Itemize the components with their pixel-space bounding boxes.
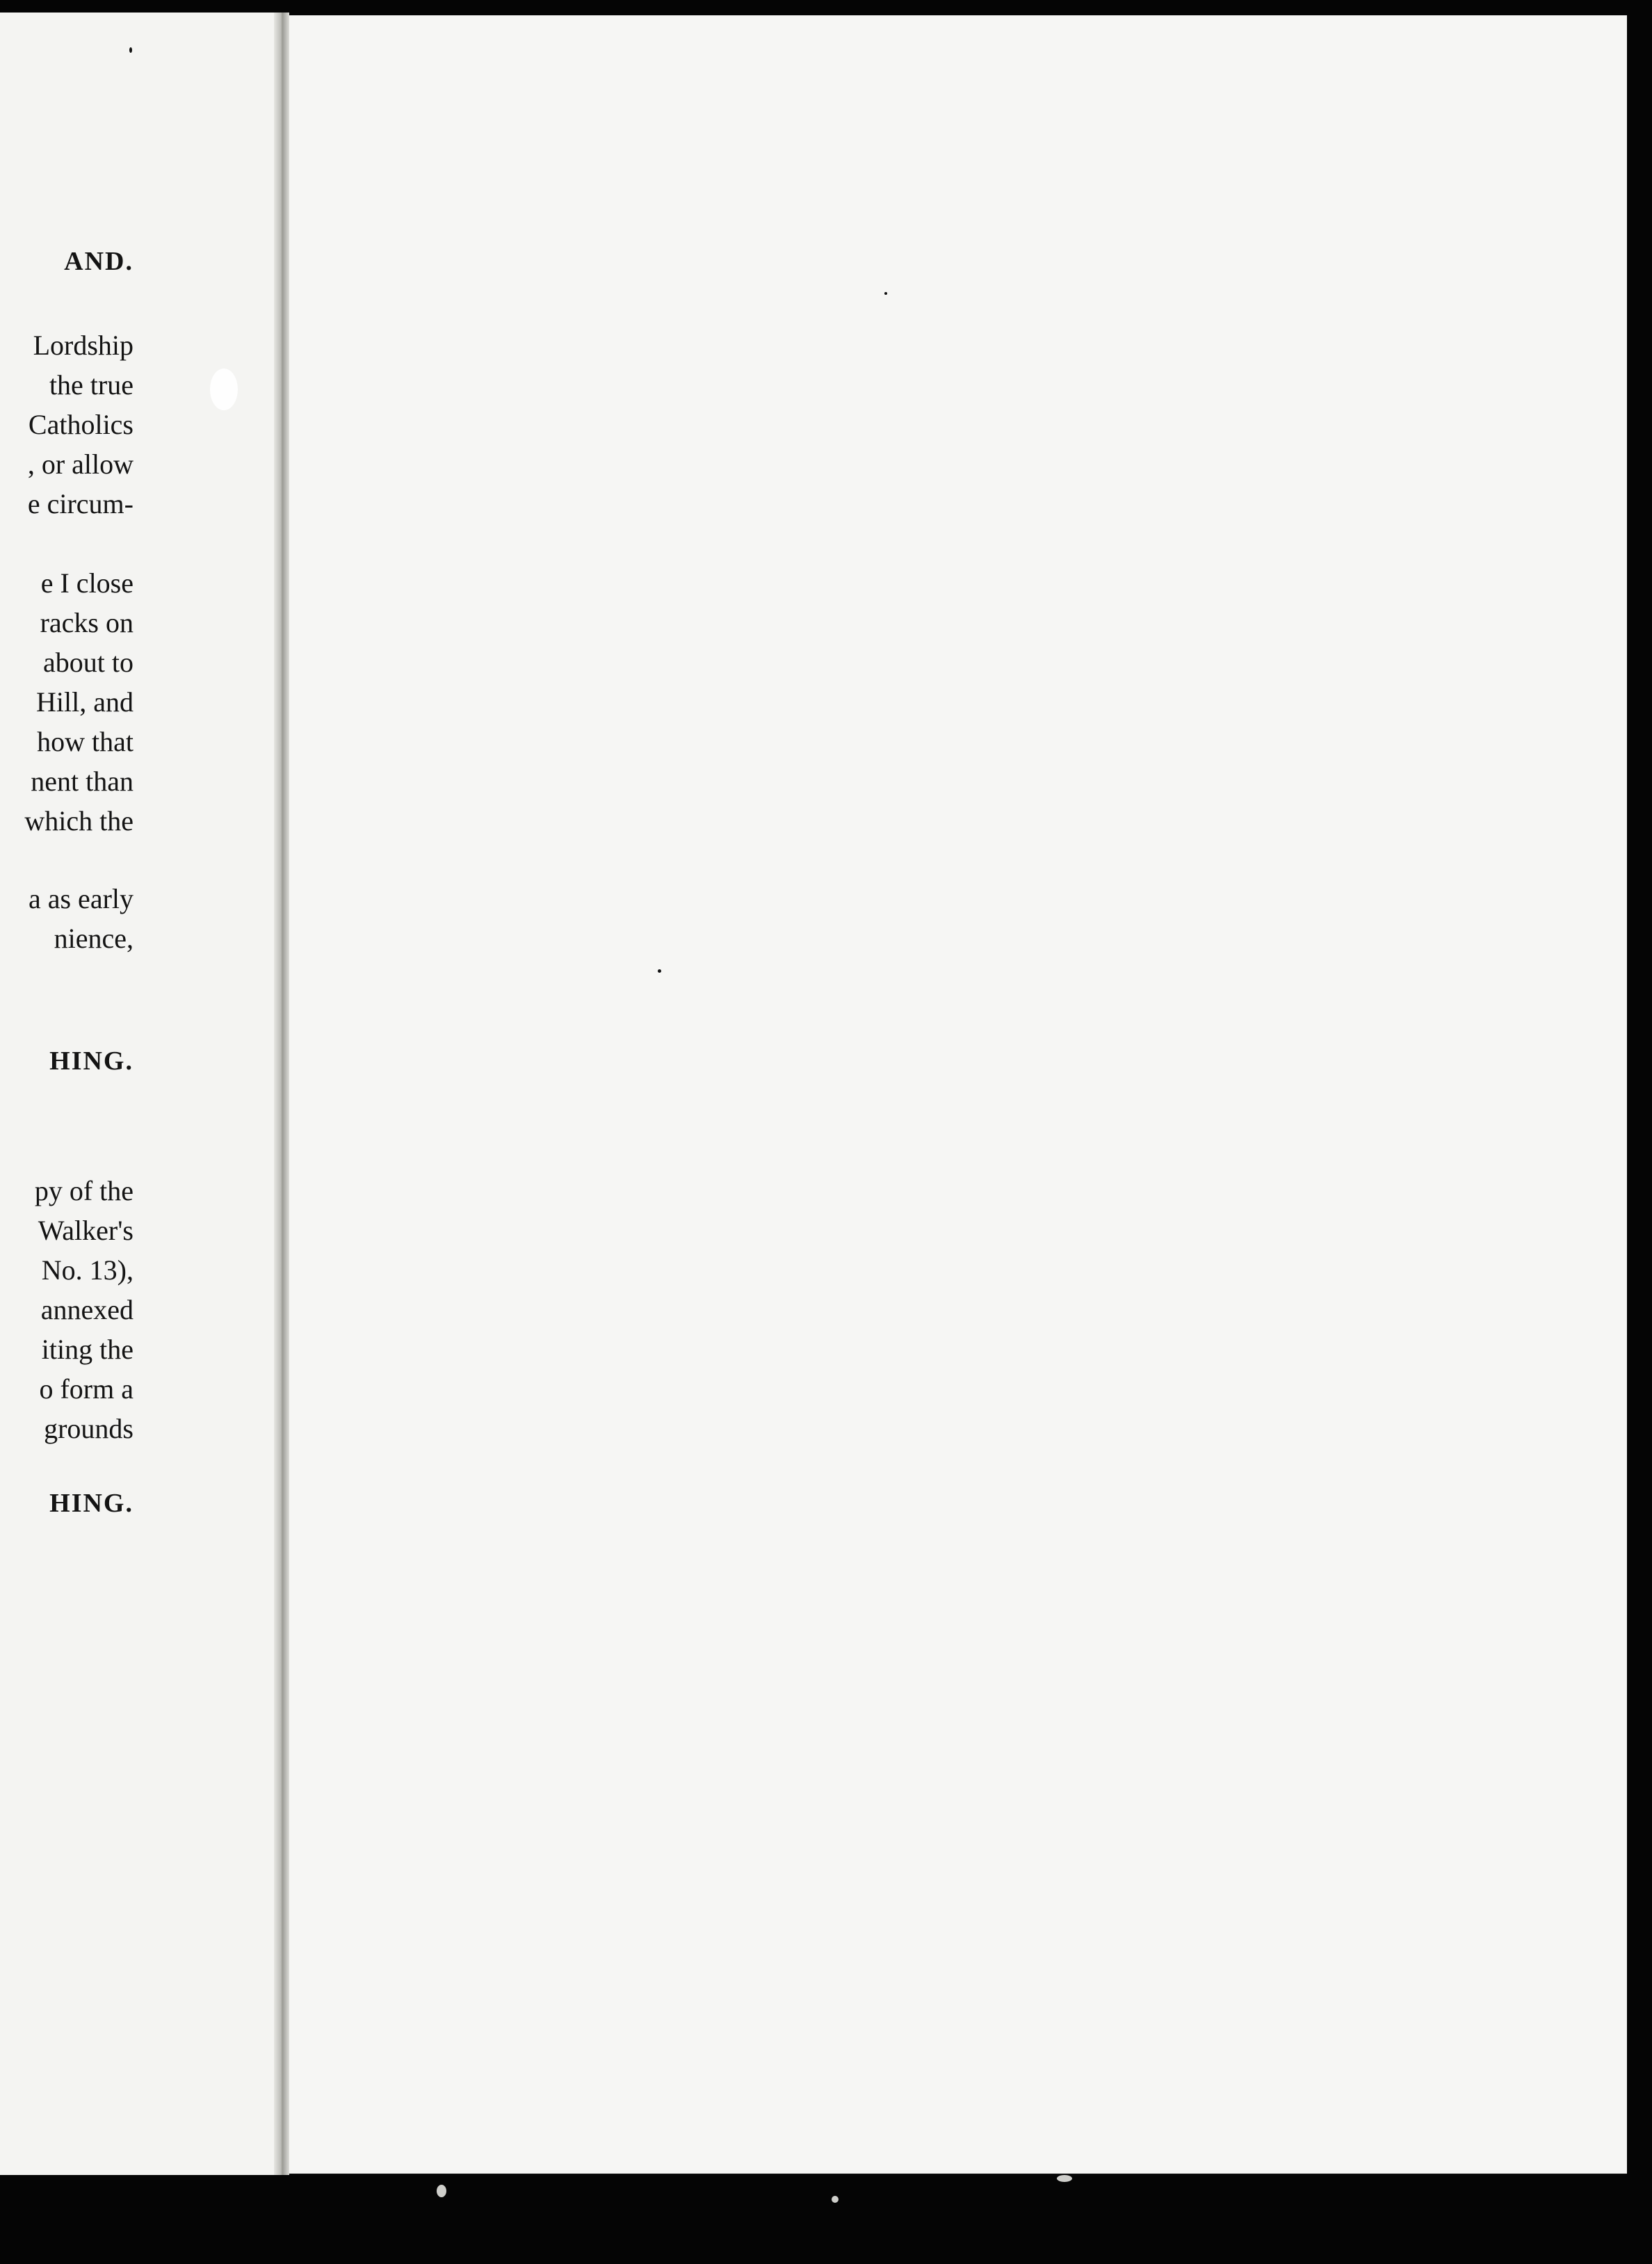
dust-speck: [1057, 2175, 1072, 2182]
paragraph-3-line: a as early: [28, 883, 133, 914]
paragraph-4-line: o form a: [39, 1373, 133, 1405]
paragraph-4-line: Walker's: [38, 1215, 133, 1246]
paragraph-1-line: Catholics: [28, 409, 133, 440]
paragraph-1-line: Lordship: [33, 330, 133, 361]
dust-speck: [884, 292, 887, 295]
paper-smudge: [210, 369, 238, 410]
paragraph-2-line: how that: [37, 726, 133, 757]
page-header-fragment: AND.: [64, 247, 133, 276]
dust-speck: [658, 969, 661, 973]
paragraph-4-line: iting the: [41, 1334, 133, 1365]
paragraph-4-line: py of the: [34, 1175, 133, 1206]
right-page-blank: [288, 15, 1628, 2174]
signature-2: HING.: [49, 1489, 133, 1518]
scan-right-border: [1627, 0, 1652, 2264]
dust-speck: [129, 47, 132, 53]
paragraph-2-line: Hill, and: [36, 686, 133, 718]
paragraph-1-line: e circum-: [27, 488, 133, 519]
paragraph-2-line: nent than: [31, 766, 133, 797]
page-gutter: [274, 13, 289, 2176]
paragraph-2-line: racks on: [40, 607, 133, 638]
scan-bottom-border: [0, 2175, 1652, 2264]
paragraph-4-line: No. 13),: [41, 1254, 133, 1286]
paragraph-1-line: , or allow: [27, 448, 133, 480]
dust-speck: [437, 2185, 446, 2197]
paragraph-4-line: annexed: [40, 1294, 133, 1325]
signature-1: HING.: [49, 1046, 133, 1076]
paragraph-4-line: grounds: [44, 1413, 133, 1444]
paragraph-2-line: which the: [24, 805, 133, 836]
paragraph-3-line: nience,: [54, 923, 133, 954]
paragraph-1-line: the true: [49, 369, 133, 401]
dust-speck: [832, 2196, 839, 2203]
paragraph-2-line: e I close: [40, 567, 133, 599]
paragraph-2-line: about to: [43, 647, 133, 678]
